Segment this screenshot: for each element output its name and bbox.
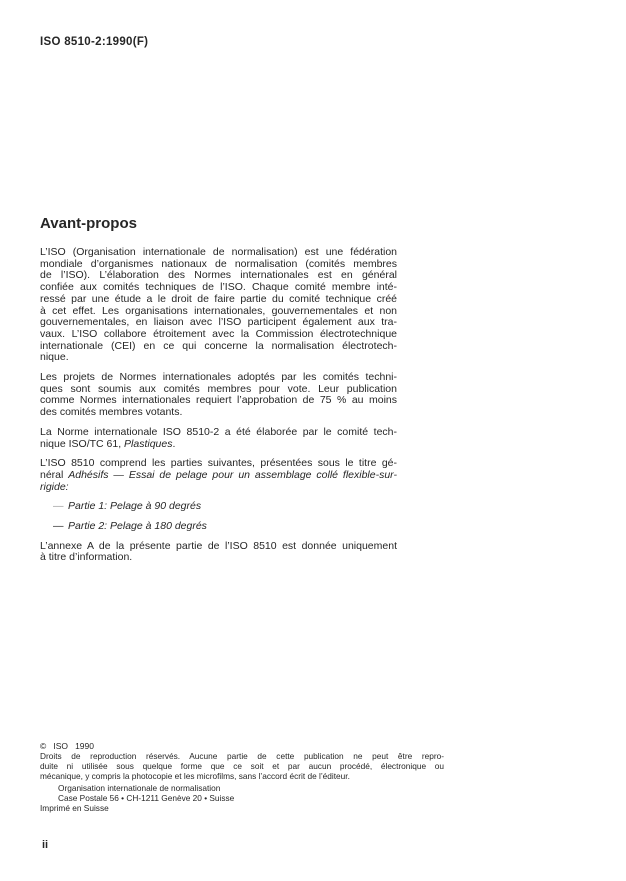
text-segment: à cet effet. Les organisations internationales, gouvernementales et non — [40, 304, 397, 317]
text-segment: nique. — [40, 351, 69, 364]
printed-in-note: Imprimé en Suisse — [40, 803, 109, 813]
paragraph — [40, 427, 397, 450]
text-segment: La Norme internationale ISO 8510-2 a été élaborée par le comité tech- — [40, 425, 397, 438]
text-line — [40, 552, 397, 564]
text-line — [40, 352, 397, 364]
text-segment: Les projets de Normes internationales adoptés par les comités techni- — [40, 371, 397, 384]
text-segment: L’annexe A de la présente partie de l’ISO 8510 est donnée uniquement — [40, 539, 397, 552]
text-segment: ques sont soumis aux comités membres pour vote. Leur publication — [40, 382, 397, 395]
text-segment: internationale (CEI) en ce qui concerne la normalisation électrotech- — [40, 339, 397, 352]
list-item — [40, 501, 397, 513]
text-segment: vaux. L’ISO collabore étroitement avec la Commission électrotechnique — [40, 327, 397, 340]
text-line — [40, 470, 397, 482]
text-line — [40, 407, 397, 419]
section-title: Avant-propos — [40, 215, 137, 232]
list-dash: — — [53, 520, 64, 533]
copyright-rights-notice — [40, 751, 444, 781]
text-segment: de l’ISO). L’élaboration des Normes internationales est en général — [40, 269, 397, 282]
paragraph — [40, 458, 397, 493]
text-line: Case Postale 56 • CH-1211 Genève 20 • Suisse — [58, 793, 235, 803]
text-segment: ressé par une étude a le droit de faire partie du comité technique créé — [40, 292, 397, 305]
text-line — [40, 482, 397, 494]
text-line: Droits de reproduction réservés. Aucune partie de cette publication ne peut être repro- — [40, 751, 444, 761]
text-line — [53, 521, 397, 533]
text-segment: L’ISO (Organisation internationale de normalisation) est une fédération — [40, 246, 397, 258]
text-segment: Adhésifs — Essai de pelage pour un assemblage collé flexible-sur- — [68, 468, 397, 481]
text-line: duite ni utilisée sous quelque forme que ce soit et par aucun procédé, électronique ou — [40, 761, 444, 771]
text-segment: des comités membres votants. — [40, 406, 183, 419]
text-segment: Partie 1: Pelage à 90 degrés — [68, 500, 202, 513]
text-line — [40, 439, 397, 451]
text-segment: Partie 2: Pelage à 180 degrés — [68, 520, 207, 533]
paragraph — [40, 541, 397, 564]
text-segment: à titre d’information. — [40, 551, 133, 564]
text-segment: comme Normes internationales requiert l’approbation de 75 % au moins — [40, 394, 397, 407]
text-segment: L’ISO 8510 comprend les parties suivantes, présentées sous le titre gé- — [40, 457, 397, 470]
text-line — [53, 501, 397, 513]
paragraph — [40, 247, 397, 364]
document-reference-header: ISO 8510-2:1990(F) — [40, 36, 149, 48]
text-segment: mondiale d’organismes nationaux de normalisation (comités membres — [40, 257, 397, 270]
text-line: Organisation internationale de normalisation — [58, 783, 221, 793]
text-line — [40, 341, 397, 353]
list-dash: — — [53, 500, 64, 513]
text-segment: rigide: — [40, 480, 69, 493]
text-segment: néral — [40, 468, 69, 481]
text-segment: nique ISO/TC 61, — [40, 437, 125, 450]
text-segment: confiée aux comités techniques de l’ISO. Chaque comité membre inté- — [40, 281, 397, 294]
copyright-line: © ISO 1990 — [40, 741, 94, 751]
text-segment: Plastiques — [124, 437, 173, 450]
paragraph — [40, 372, 397, 419]
text-segment: . — [172, 437, 176, 450]
text-segment: gouvernementales, en liaison avec l’ISO participent également aux tra- — [40, 316, 397, 329]
page-number: ii — [42, 839, 49, 851]
text-line: mécanique, y compris la photocopie et les microfilms, sans l’accord écrit de l’éditeur. — [40, 771, 350, 781]
list-item — [40, 521, 397, 533]
publisher-address — [58, 783, 234, 803]
body-text-column — [40, 247, 397, 572]
